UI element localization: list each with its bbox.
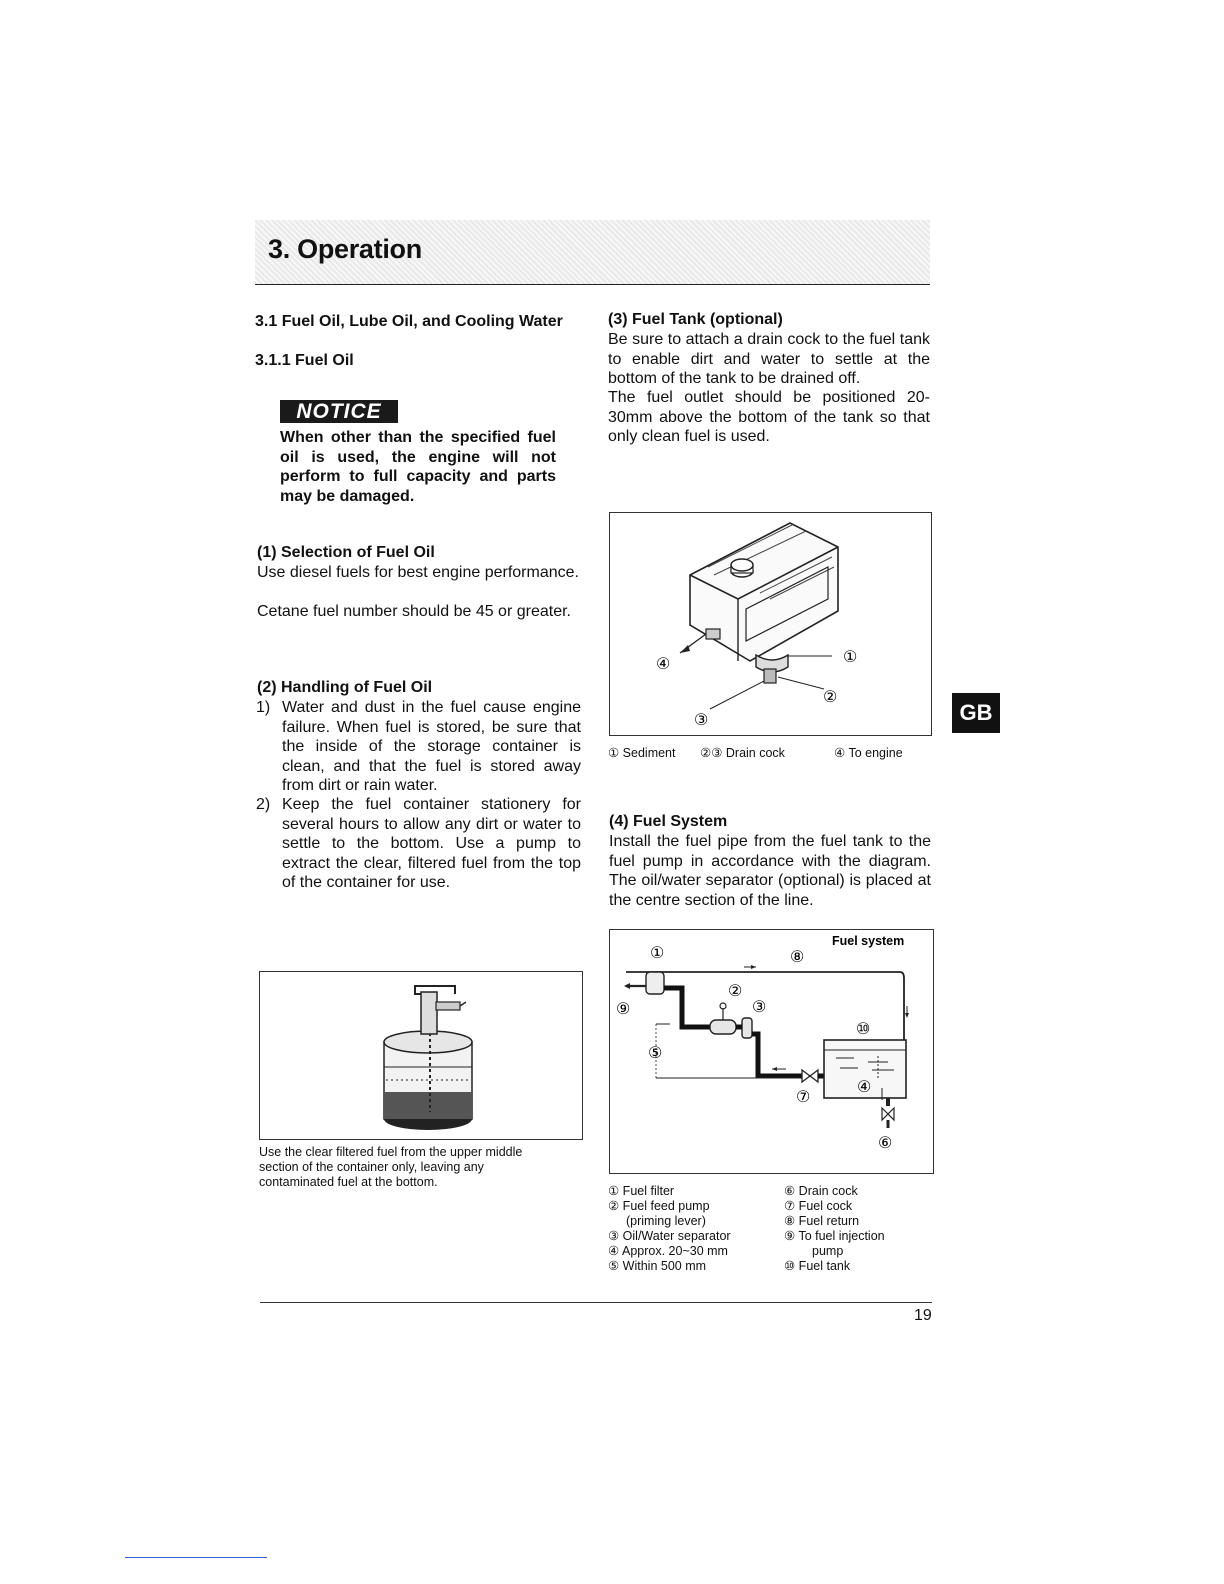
system-legend-right — [784, 1184, 885, 1274]
list-item-text: Water and dust in the fuel cause engine failure. When fuel is stored, be sure that the inside of the storage container is clean, and that the fuel is stored away from dirt or rain water. — [282, 699, 581, 794]
legend-item: ⑨ To fuel injection — [784, 1229, 885, 1243]
handling-heading: (2) Handling of Fuel Oil — [257, 679, 433, 696]
legend-item: ⑥ Drain cock — [784, 1184, 858, 1198]
legend-item: pump — [812, 1244, 844, 1258]
fuel-system-paragraph: Install the fuel pipe from the fuel tank to the fuel pump in accordance with the diagram. The oil/water separator (optional) is placed at the centre section of the line. — [609, 833, 931, 909]
list-item — [256, 698, 581, 796]
diagram-title: Fuel system — [832, 934, 905, 948]
system-callout-1: ① — [650, 945, 665, 962]
legend-item: ⑤ Within 500 mm — [608, 1259, 707, 1273]
fuel-tank-heading: (3) Fuel Tank (optional) — [608, 311, 783, 328]
bottom-link-line — [125, 1557, 267, 1558]
tank-legend-drain-cock: ②③ Drain cock — [700, 746, 785, 760]
tank-callout-1: ① — [843, 649, 858, 666]
header-rule — [255, 284, 930, 285]
page-number: 19 — [914, 1307, 932, 1324]
selection-paragraph-2: Cetane fuel number should be 45 or greater. — [257, 603, 571, 620]
system-callout-4: ④ — [857, 1079, 872, 1096]
list-item-number: 1) — [256, 699, 271, 716]
fuel-tank-paragraph-2: The fuel outlet should be positioned 20-30mm above the bottom of the tank so that only clean fuel is used. — [608, 389, 930, 445]
tank-callout-3: ③ — [694, 712, 709, 729]
system-callout-3: ③ — [752, 999, 767, 1016]
fuel-tank-figure — [609, 512, 932, 736]
system-callout-7: ⑦ — [796, 1089, 811, 1106]
tank-legend-to-engine: ④ To engine — [834, 746, 903, 760]
container-caption: Use the clear filtered fuel from the upper middle section of the container only, leaving any contaminated fuel at the bottom. — [259, 1145, 523, 1189]
notice-badge: NOTICE — [280, 400, 398, 423]
list-item — [256, 795, 581, 893]
fuel-system-diagram — [609, 929, 934, 1174]
tank-callout-4: ④ — [656, 656, 671, 673]
notice-text: When other than the specified fuel oil is used, the engine will not perform to full capacity and parts may be damaged. — [280, 429, 556, 505]
list-item-text: Keep the fuel container stationery for several hours to allow any dirt or water to settle to the bottom. Use a pump to extract the clear, filtered fuel from the top of the container for use. — [282, 796, 581, 891]
fuel-tank-paragraph-1: Be sure to attach a drain cock to the fuel tank to enable dirt and water to settle at the bottom of the tank to be drained off. — [608, 331, 930, 387]
language-tab: GB — [952, 693, 1000, 733]
legend-item: ⑧ Fuel return — [784, 1214, 860, 1228]
legend-item: ④ Approx. 20~30 mm — [608, 1244, 728, 1258]
fuel-system-schematic — [610, 930, 933, 1173]
legend-item: ⑩ Fuel tank — [784, 1259, 851, 1273]
chapter-title: 3. Operation — [268, 234, 422, 264]
system-callout-8: ⑧ — [790, 949, 805, 966]
fuel-container-illustration — [260, 972, 582, 1139]
tank-legend-sediment: ① Sediment — [608, 746, 676, 760]
footer-rule — [260, 1302, 932, 1303]
legend-item: ③ Oil/Water separator — [608, 1229, 731, 1243]
legend-item: (priming lever) — [626, 1214, 706, 1228]
section-title: 3.1 Fuel Oil, Lube Oil, and Cooling Water — [255, 313, 563, 330]
system-callout-9: ⑨ — [616, 1001, 631, 1018]
fuel-tank-illustration — [610, 513, 931, 735]
system-callout-5: ⑤ — [648, 1045, 663, 1062]
list-item-number: 2) — [256, 796, 271, 813]
subsection-title: 3.1.1 Fuel Oil — [255, 352, 354, 369]
legend-item: ② Fuel feed pump — [608, 1199, 710, 1213]
fuel-system-heading: (4) Fuel System — [609, 813, 728, 830]
legend-item: ① Fuel filter — [608, 1184, 675, 1198]
tank-callout-2: ② — [823, 689, 838, 706]
system-callout-10: ⑩ — [856, 1021, 871, 1038]
legend-item: ⑦ Fuel cock — [784, 1199, 853, 1213]
fuel-container-figure — [259, 971, 583, 1140]
selection-paragraph-1: Use diesel fuels for best engine performance. — [257, 564, 579, 581]
system-callout-6: ⑥ — [878, 1135, 893, 1152]
system-callout-2: ② — [728, 983, 743, 1000]
selection-heading: (1) Selection of Fuel Oil — [257, 544, 435, 561]
system-legend-left — [608, 1184, 731, 1274]
